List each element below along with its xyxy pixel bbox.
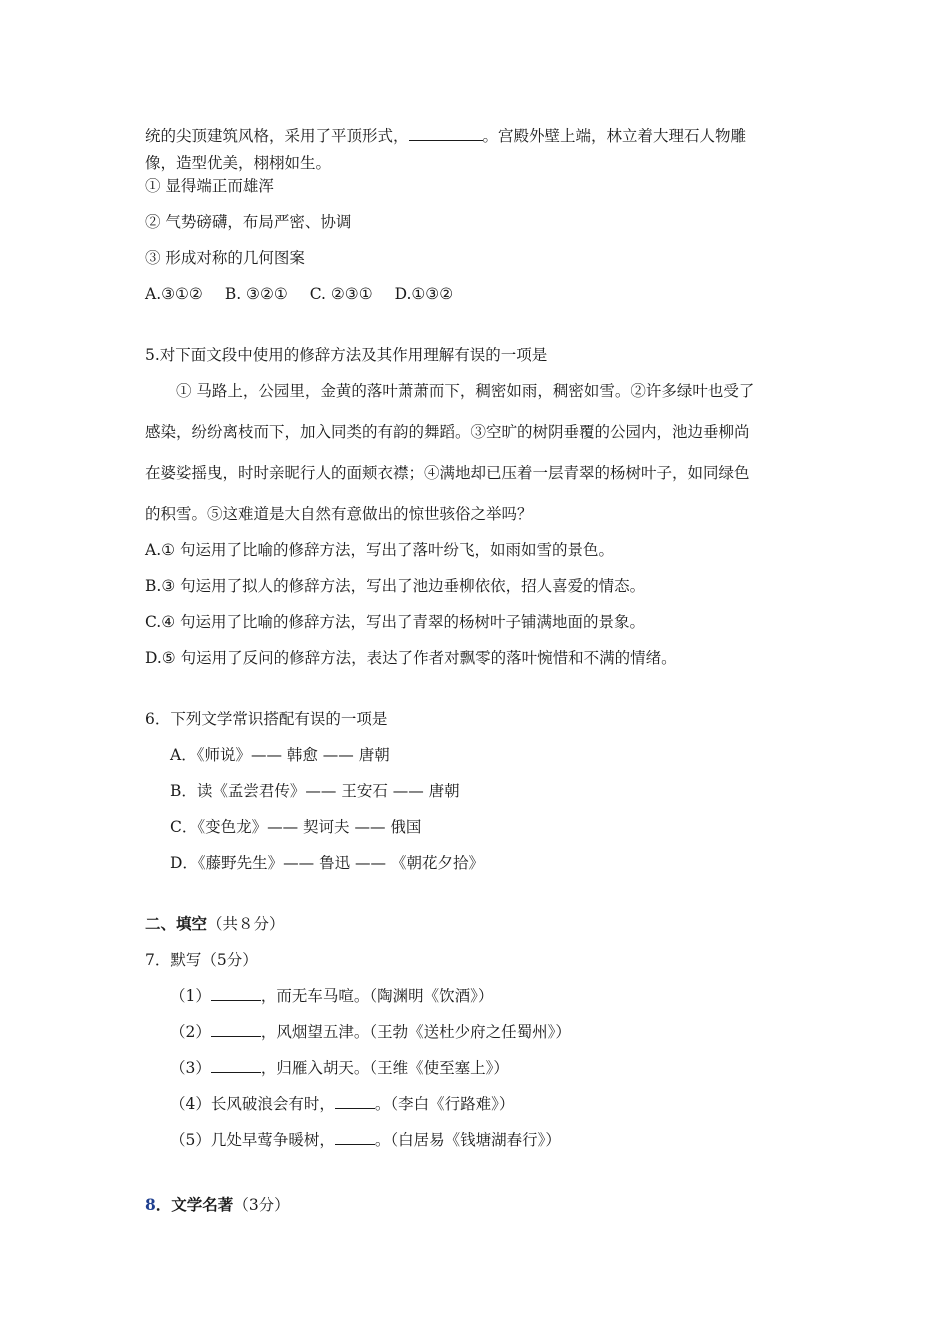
q7-item-2 (170, 1021, 571, 1043)
q4-option-b[interactable]: B. ③②① (224, 285, 288, 303)
q8-title: ．文学名著 (155, 1195, 234, 1214)
q4-options (145, 283, 453, 305)
q7-item-5 (170, 1129, 561, 1151)
q5-option-b[interactable]: B.③ 句运用了拟人的修辞方法，写出了池边垂柳依依，招人喜爱的情态。 (145, 577, 646, 595)
q6-option-a[interactable]: A．《师说》—— 韩愈 —— 唐朝 (170, 746, 390, 764)
q7-item-3-blank[interactable] (211, 1057, 261, 1073)
q6-option-b[interactable]: B．读《孟尝君传》—— 王安石 —— 唐朝 (170, 782, 460, 800)
q7-item-2-text: ，风烟望五津。（王勃《送杜少府之任蜀州》） (260, 1023, 571, 1041)
q4-item-1: ① 显得端正而雄浑 (145, 177, 274, 195)
q7-item-1-blank[interactable] (211, 985, 261, 1001)
q7-item-4-blank[interactable] (335, 1093, 375, 1109)
q7-item-5-blank[interactable] (335, 1129, 375, 1145)
q5-stem: 5.对下面文段中使用的修辞方法及其作用理解有误的一项是 (145, 346, 548, 364)
q4-line-1-a: 统的尖顶建筑风格，采用了平顶形式， (145, 127, 409, 145)
q7-item-3 (170, 1057, 509, 1079)
q7-item-1-text: ，而无车马喧。（陶渊明《饮酒》） (260, 987, 494, 1005)
q4-option-a[interactable]: A.③①② (145, 285, 203, 303)
q4-line-2: 像，造型优美，栩栩如生。 (145, 154, 332, 172)
q7-item-4-prefix: （4）长风破浪会有时， (170, 1095, 335, 1113)
q4-item-3: ③ 形成对称的几何图案 (145, 249, 305, 267)
q4-option-d[interactable]: D.①③② (394, 285, 454, 303)
q6-stem: 6．下列文学常识搭配有误的一项是 (145, 710, 388, 728)
q5-passage-line-3: 在婆娑摇曳，时时亲昵行人的面颊衣襟；④满地却已压着一层青翠的杨树叶子，如同绿色 (145, 464, 750, 482)
q8-number: 8 (145, 1195, 156, 1214)
q7-stem: 7．默写（5分） (145, 951, 258, 969)
q8-heading (145, 1194, 290, 1216)
section-2-score: （共８分） (207, 915, 285, 933)
q7-item-3-number: （3） (170, 1059, 211, 1077)
q5-option-a[interactable]: A.① 句运用了比喻的修辞方法，写出了落叶纷飞，如雨如雪的景色。 (145, 541, 614, 559)
q4-option-c[interactable]: C. ②③① (309, 285, 373, 303)
q5-passage-line-2: 感染，纷纷离枝而下，加入同类的有韵的舞蹈。③空旷的树阴垂覆的公园内，池边垂柳尚 (145, 423, 750, 441)
q7-item-4-text: 。（李白《行路难》） (374, 1095, 515, 1113)
q7-item-5-text: 。（白居易《钱塘湖春行》） (374, 1131, 561, 1149)
q7-item-5-prefix: （5）几处早莺争暖树， (170, 1131, 335, 1149)
q5-passage-line-4: 的积雪。⑤这难道是大自然有意做出的惊世骇俗之举吗？ (145, 505, 533, 523)
q6-option-c[interactable]: C．《变色龙》—— 契诃夫 —— 俄国 (170, 818, 422, 836)
q7-item-2-blank[interactable] (211, 1021, 261, 1037)
q4-line-1-b: 。宫殿外壁上端，林立着大理石人物雕 (482, 127, 747, 145)
q7-item-1-number: （1） (170, 987, 211, 1005)
q6-option-d[interactable]: D．《藤野先生》—— 鲁迅 —— 《朝花夕拾》 (170, 854, 484, 872)
q8-score: （3分） (233, 1196, 290, 1214)
q7-item-1 (170, 985, 493, 1007)
q7-item-4 (170, 1093, 514, 1115)
q4-item-2: ② 气势磅礴，布局严密、协调 (145, 213, 352, 231)
section-2-heading (145, 913, 285, 935)
q5-option-c[interactable]: C.④ 句运用了比喻的修辞方法，写出了青翠的杨树叶子铺满地面的景象。 (145, 613, 646, 631)
section-2-title: 二、填空 (145, 914, 208, 933)
q7-item-3-text: ，归雁入胡天。（王维《使至塞上》） (260, 1059, 509, 1077)
q7-item-2-number: （2） (170, 1023, 211, 1041)
q4-answer-blank[interactable] (409, 125, 483, 141)
q5-passage-line-1: ① 马路上，公园里，金黄的落叶萧萧而下，稠密如雨，稠密如雪。②许多绿叶也受了 (176, 382, 755, 400)
q4-line-1 (145, 125, 746, 147)
q5-option-d[interactable]: D.⑤ 句运用了反问的修辞方法，表达了作者对飘零的落叶惋惜和不满的情绪。 (145, 649, 677, 667)
